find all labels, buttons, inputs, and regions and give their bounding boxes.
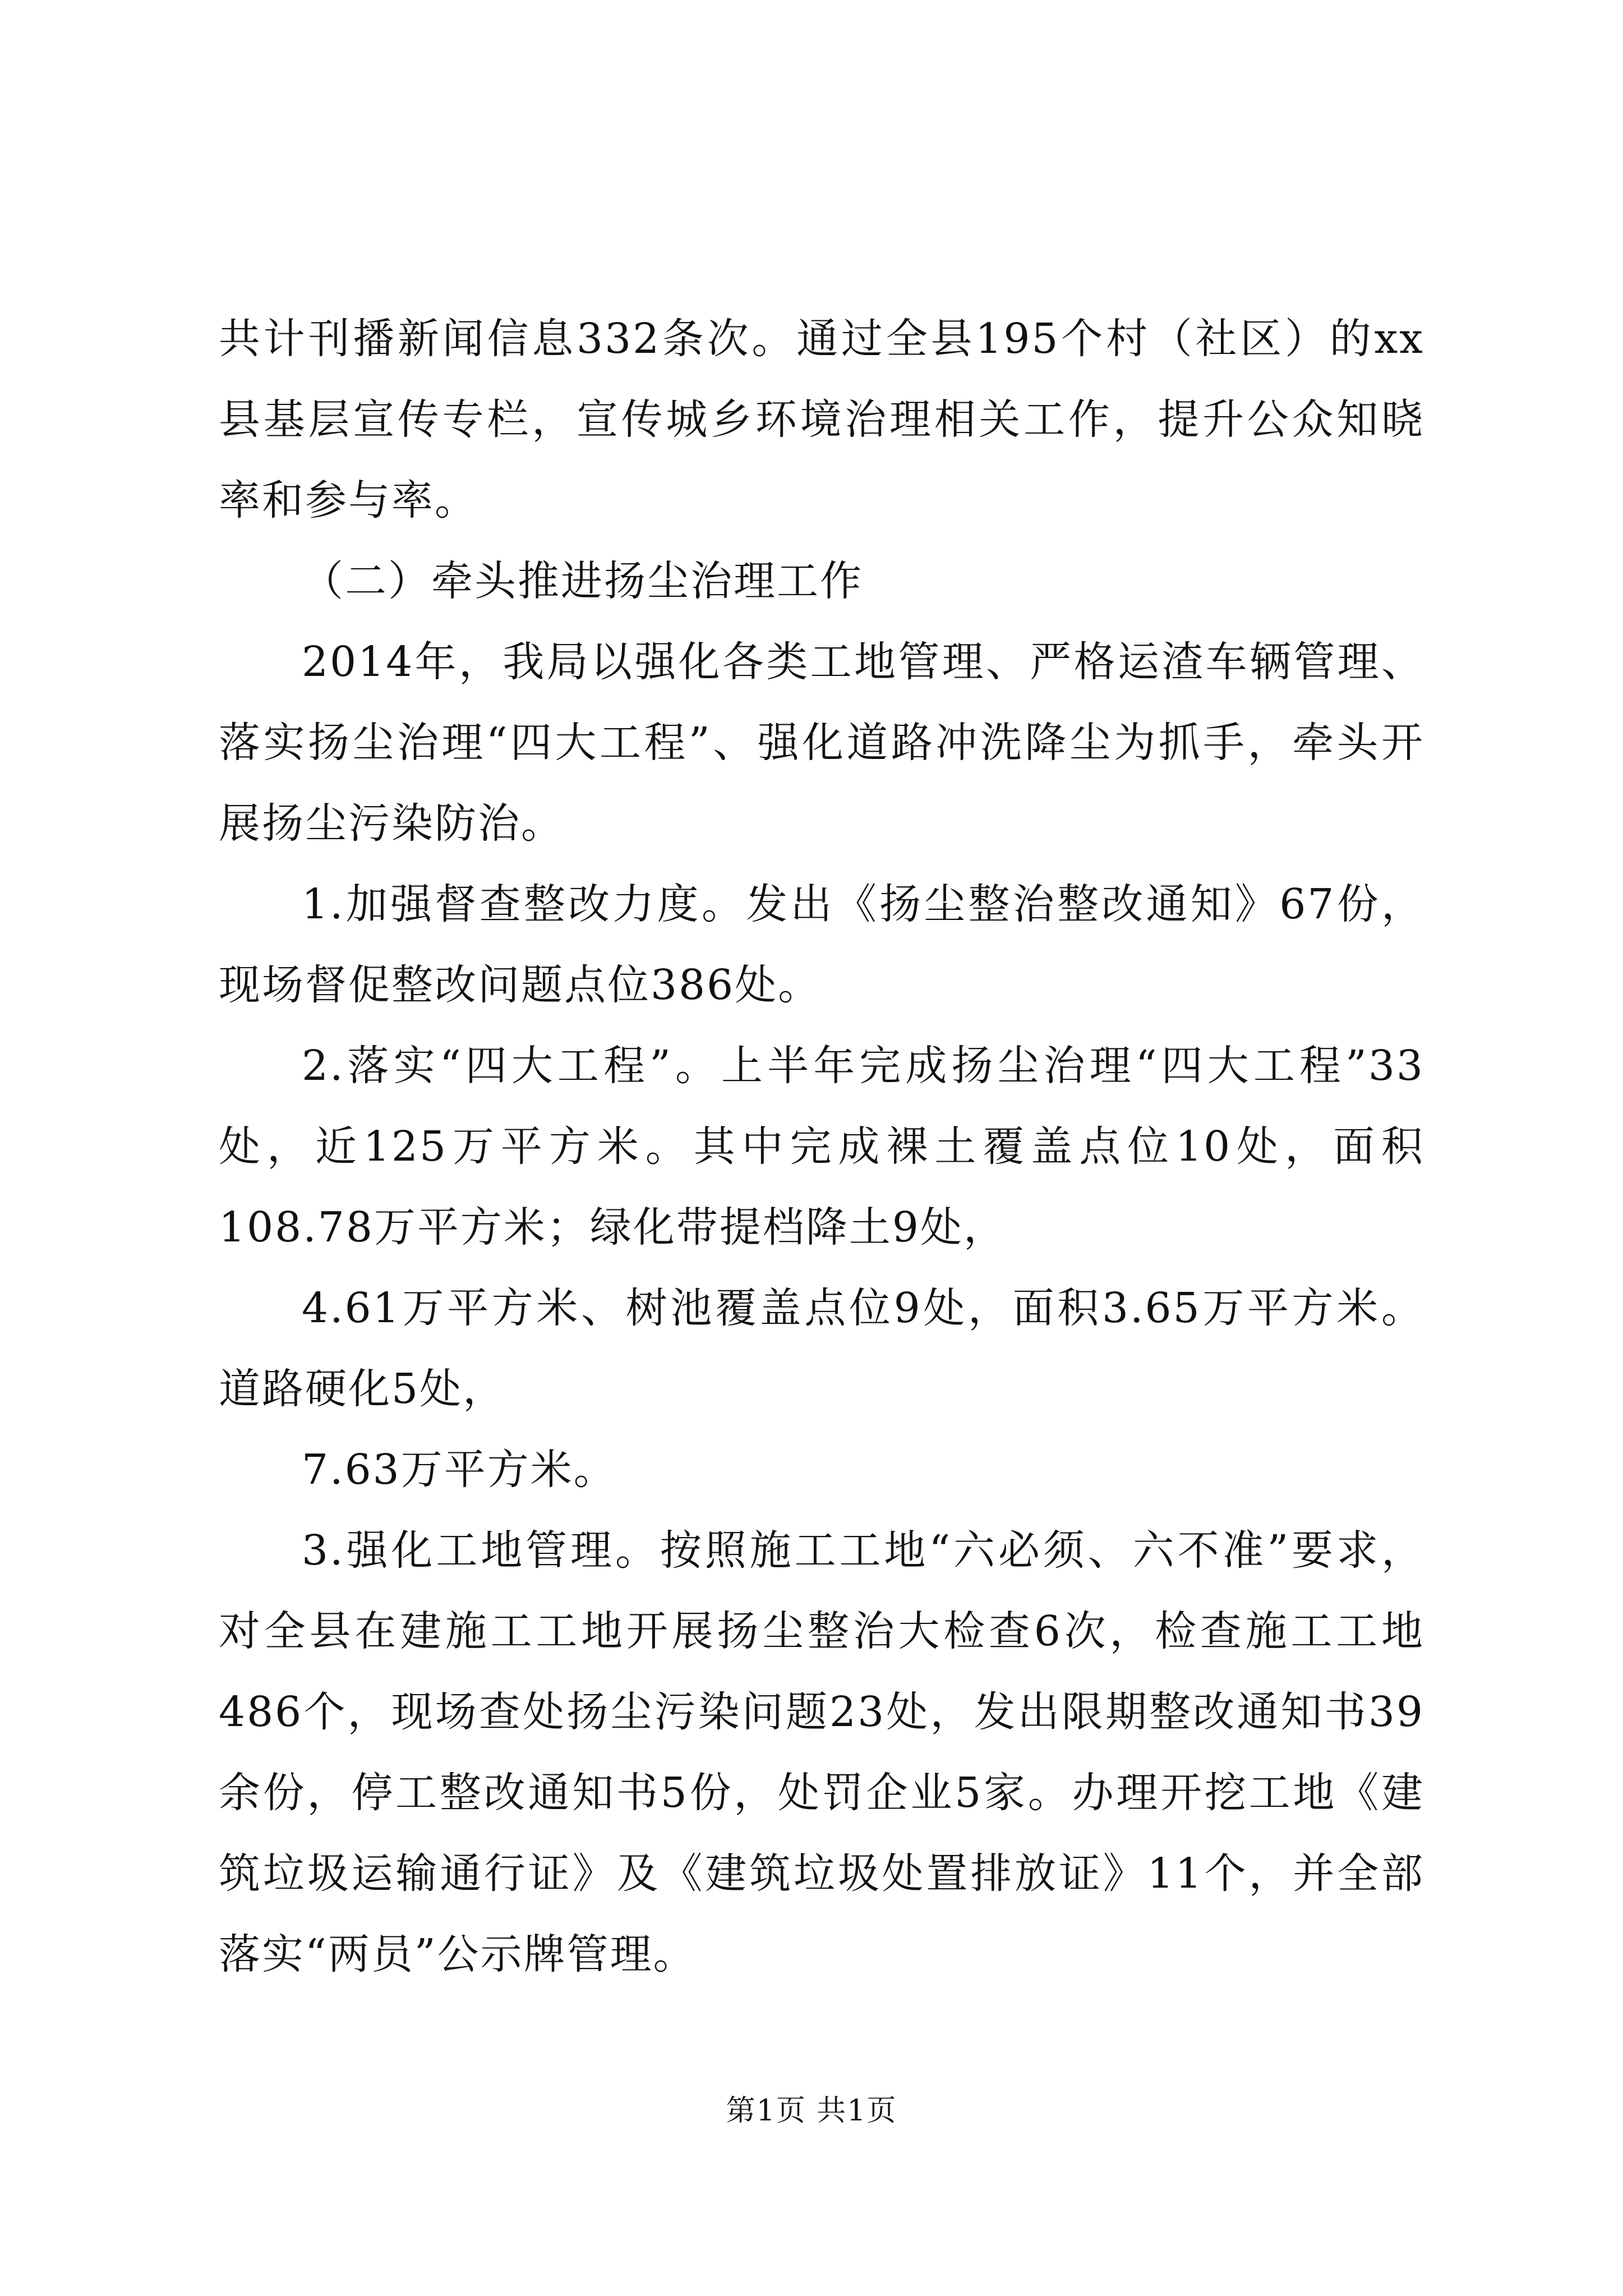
page-footer	[0, 2091, 1623, 2131]
paragraph-item-2-continued: 4.61万平方米、树池覆盖点位9处，面积3.65万平方米。道路硬化5处，	[219, 1284, 1424, 1413]
paragraph-intro: 2014年，我局以强化各类工地管理、严格运渣车辆管理、落实扬尘治理“四大工程”、强化道路冲洗降尘为抓手，牵头开展扬尘污染防治。	[219, 638, 1424, 848]
page-number-label: 第1页 共1页	[726, 2094, 897, 2128]
document-body	[219, 298, 1424, 1995]
paragraph-item-2: 2.落实“四大工程”。上半年完成扬尘治理“四大工程”33处，近125万平方米。其中完成裸土覆盖点位10处，面积108.78万平方米；绿化带提档降土9处，	[219, 1042, 1424, 1251]
paragraph-item-1: 1.加强督查整改力度。发出《扬尘整治整改通知》67份，现场督促整改问题点位386处。	[219, 880, 1424, 1009]
paragraph-item-2-area: 7.63万平方米。	[302, 1446, 617, 1494]
paragraph-item-3: 3.强化工地管理。按照施工工地“六必须、六不准”要求，对全县在建施工工地开展扬尘整治大检查6次，检查施工工地486个，现场查处扬尘污染问题23处，发出限期整改通知书39余份，停工整改通知书5份，处罚企业5家。办理开挖工地《建筑垃圾运输通行证》及《建筑垃圾处置排放证》11个，并全部落实“两员”公示牌管理。	[219, 1526, 1424, 1978]
paragraph-continued-text: 共计刊播新闻信息332条次。通过全县195个村（社区）的xx县基层宣传专栏，宣传城乡环境治理相关工作，提升公众知晓率和参与率。	[219, 315, 1424, 524]
section-heading: （二）牵头推进扬尘治理工作	[302, 557, 863, 605]
